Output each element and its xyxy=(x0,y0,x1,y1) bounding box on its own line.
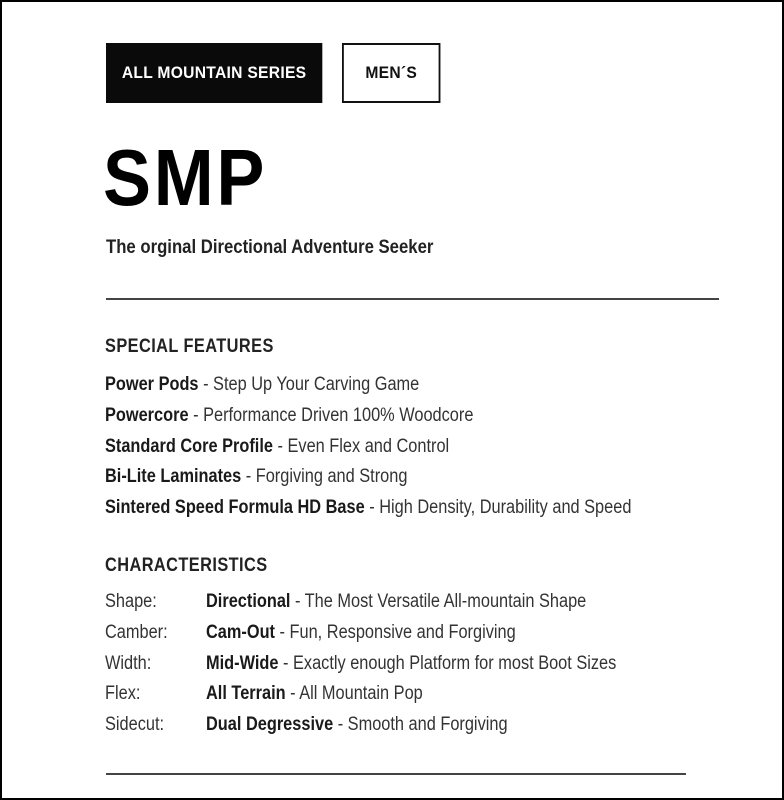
feature-item xyxy=(105,497,631,528)
feature-separator: - xyxy=(198,374,214,395)
characteristic-name: Directional xyxy=(206,591,291,612)
special-features-list xyxy=(105,374,717,528)
feature-separator: - xyxy=(364,497,380,518)
product-title: SMP xyxy=(103,133,268,222)
feature-item xyxy=(105,405,631,436)
feature-separator: - xyxy=(272,435,288,457)
feature-desc: Even Flex and Control xyxy=(287,435,450,457)
feature-separator: - xyxy=(188,404,204,426)
feature-name: Standard Core Profile xyxy=(105,435,273,457)
feature-desc: High Density, Durability and Speed xyxy=(379,497,632,518)
feature-item xyxy=(105,436,631,467)
characteristic-desc: Fun, Responsive and Forgiving xyxy=(289,621,516,643)
feature-desc: Forgiving and Strong xyxy=(255,466,408,488)
characteristic-name: All Terrain xyxy=(206,683,286,705)
characteristic-separator: - xyxy=(278,652,293,674)
divider-bottom xyxy=(106,773,686,775)
feature-item xyxy=(105,466,631,497)
characteristic-desc: Exactly enough Platform for most Boot Sizes xyxy=(292,652,617,674)
feature-desc: Performance Driven 100% Woodcore xyxy=(203,404,474,426)
characteristic-value xyxy=(206,653,616,675)
characteristic-label: Flex: xyxy=(105,683,141,705)
feature-name: Power Pods xyxy=(105,374,199,395)
characteristic-name: Dual Degressive xyxy=(206,714,334,735)
category-tags xyxy=(106,43,449,103)
feature-name: Bi-Lite Laminates xyxy=(105,466,242,488)
feature-desc: Step Up Your Carving Game xyxy=(213,374,420,395)
feature-name: Powercore xyxy=(105,404,189,426)
characteristic-label: Width: xyxy=(105,652,152,674)
characteristic-value xyxy=(206,591,586,613)
series-tag[interactable]: ALL MOUNTAIN SERIES xyxy=(106,43,322,103)
divider-top xyxy=(106,298,719,300)
characteristic-desc: The Most Versatile All-mountain Shape xyxy=(304,591,587,612)
characteristic-separator: - xyxy=(285,683,300,705)
characteristic-desc: All Mountain Pop xyxy=(299,683,423,705)
characteristic-value xyxy=(206,683,423,705)
feature-item xyxy=(105,374,631,405)
characteristic-separator: - xyxy=(275,621,290,643)
feature-separator: - xyxy=(241,466,256,488)
characteristic-separator: - xyxy=(333,714,348,735)
characteristic-name: Cam-Out xyxy=(206,621,276,643)
special-features-heading: SPECIAL FEATURES xyxy=(105,336,274,357)
characteristics-heading: CHARACTERISTICS xyxy=(105,555,268,576)
characteristic-separator: - xyxy=(290,591,305,612)
characteristic-value xyxy=(206,622,516,644)
feature-name: Sintered Speed Formula HD Base xyxy=(105,497,365,518)
characteristic-label: Camber: xyxy=(105,621,168,643)
characteristic-label: Shape: xyxy=(105,591,157,612)
characteristic-value xyxy=(206,714,508,736)
characteristic-name: Mid-Wide xyxy=(206,652,279,674)
gender-tag[interactable]: MEN´S xyxy=(342,43,440,103)
characteristic-desc: Smooth and Forgiving xyxy=(347,714,508,735)
product-subtitle: The orginal Directional Adventure Seeker xyxy=(106,237,434,258)
characteristic-label: Sidecut: xyxy=(105,714,165,735)
